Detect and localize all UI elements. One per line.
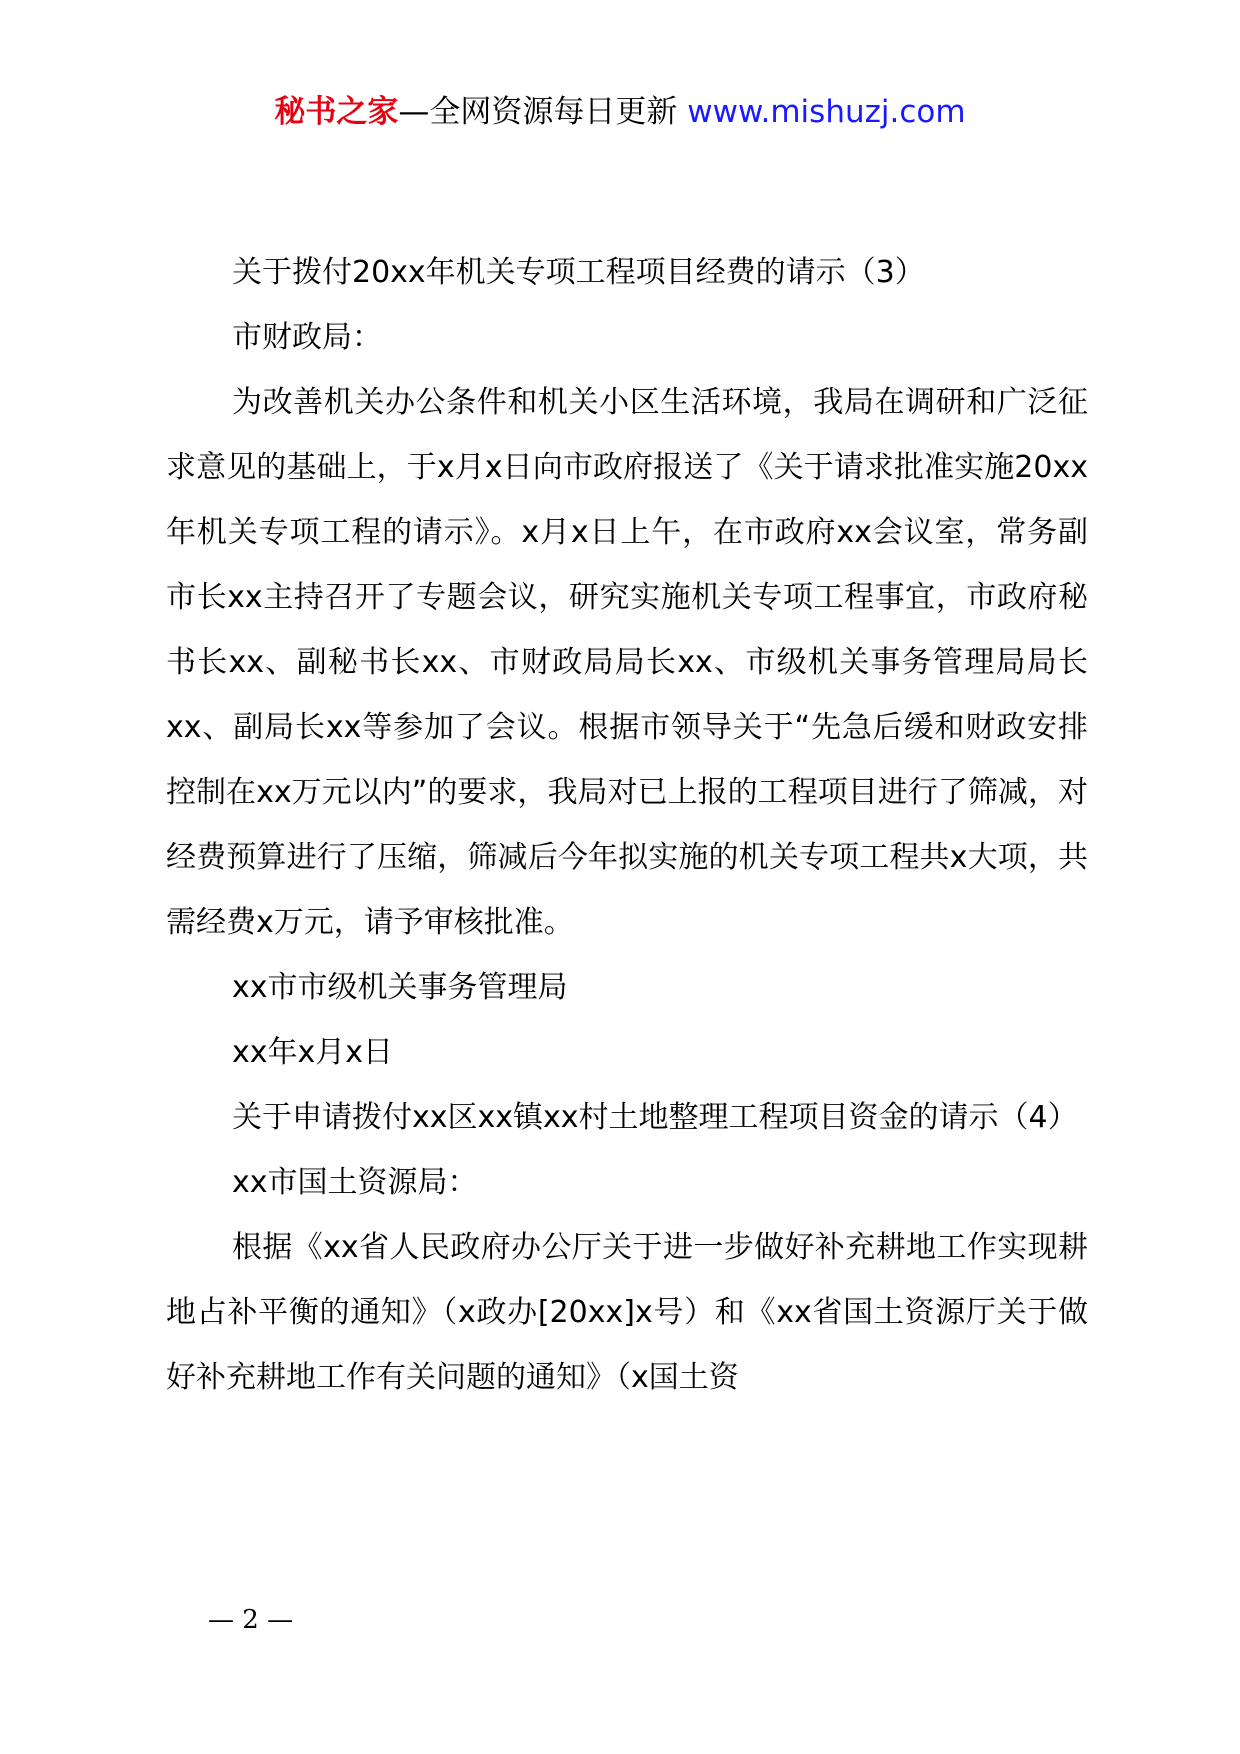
body-paragraph-4: 根据《xx省人民政府办公厅关于进一步做好补充耕地工作实现耕地占补平衡的通知》（x政办[20xx]x号）和《xx省国土资源厅关于做好补充耕地工作有关问题的通知》（x国土资	[166, 1230, 1088, 1395]
page-number: — 2 —	[208, 1605, 294, 1635]
addressee-3: 市财政局：	[232, 320, 382, 355]
body-paragraph-3: 为改善机关办公条件和机关小区生活环境，我局在调研和广泛征求意见的基础上，于x月x日向市政府报送了《关于请求批准实施20xx年机关专项工程的请示》。x月x日上午，在市政府xx会议室，常务副市长xx主持召开了专题会议，研究实施机关专项工程事宜，市政府秘书长xx、副秘书长xx、市财政局局长xx、市级机关事务管理局局长xx、副局长xx等参加了会议。根据市领导关于“先急后缓和财政安排控制在xx万元以内”的要求，我局对已上报的工程项目进行了筛减，对经费预算进行了压缩，筛减后今年拟实施的机关专项工程共x大项，共需经费x万元，请予审核批准。	[166, 385, 1088, 940]
document-body	[166, 240, 1088, 1410]
site-tagline: —全网资源每日更新	[398, 94, 678, 130]
doc-title-4: 关于申请拨付xx区xx镇xx村土地整理工程项目资金的请示（4）	[232, 1100, 1078, 1135]
doc-title-3: 关于拨付20xx年机关专项工程项目经费的请示（3）	[232, 255, 925, 290]
signature-org: xx市市级机关事务管理局	[232, 970, 568, 1005]
site-brand: 秘书之家	[274, 94, 399, 130]
signature-date: xx年x月x日	[232, 1035, 394, 1070]
site-header	[0, 92, 1240, 132]
site-url-link[interactable]: www.mishuzj.com	[687, 94, 966, 130]
addressee-4: xx市国土资源局：	[232, 1165, 478, 1200]
